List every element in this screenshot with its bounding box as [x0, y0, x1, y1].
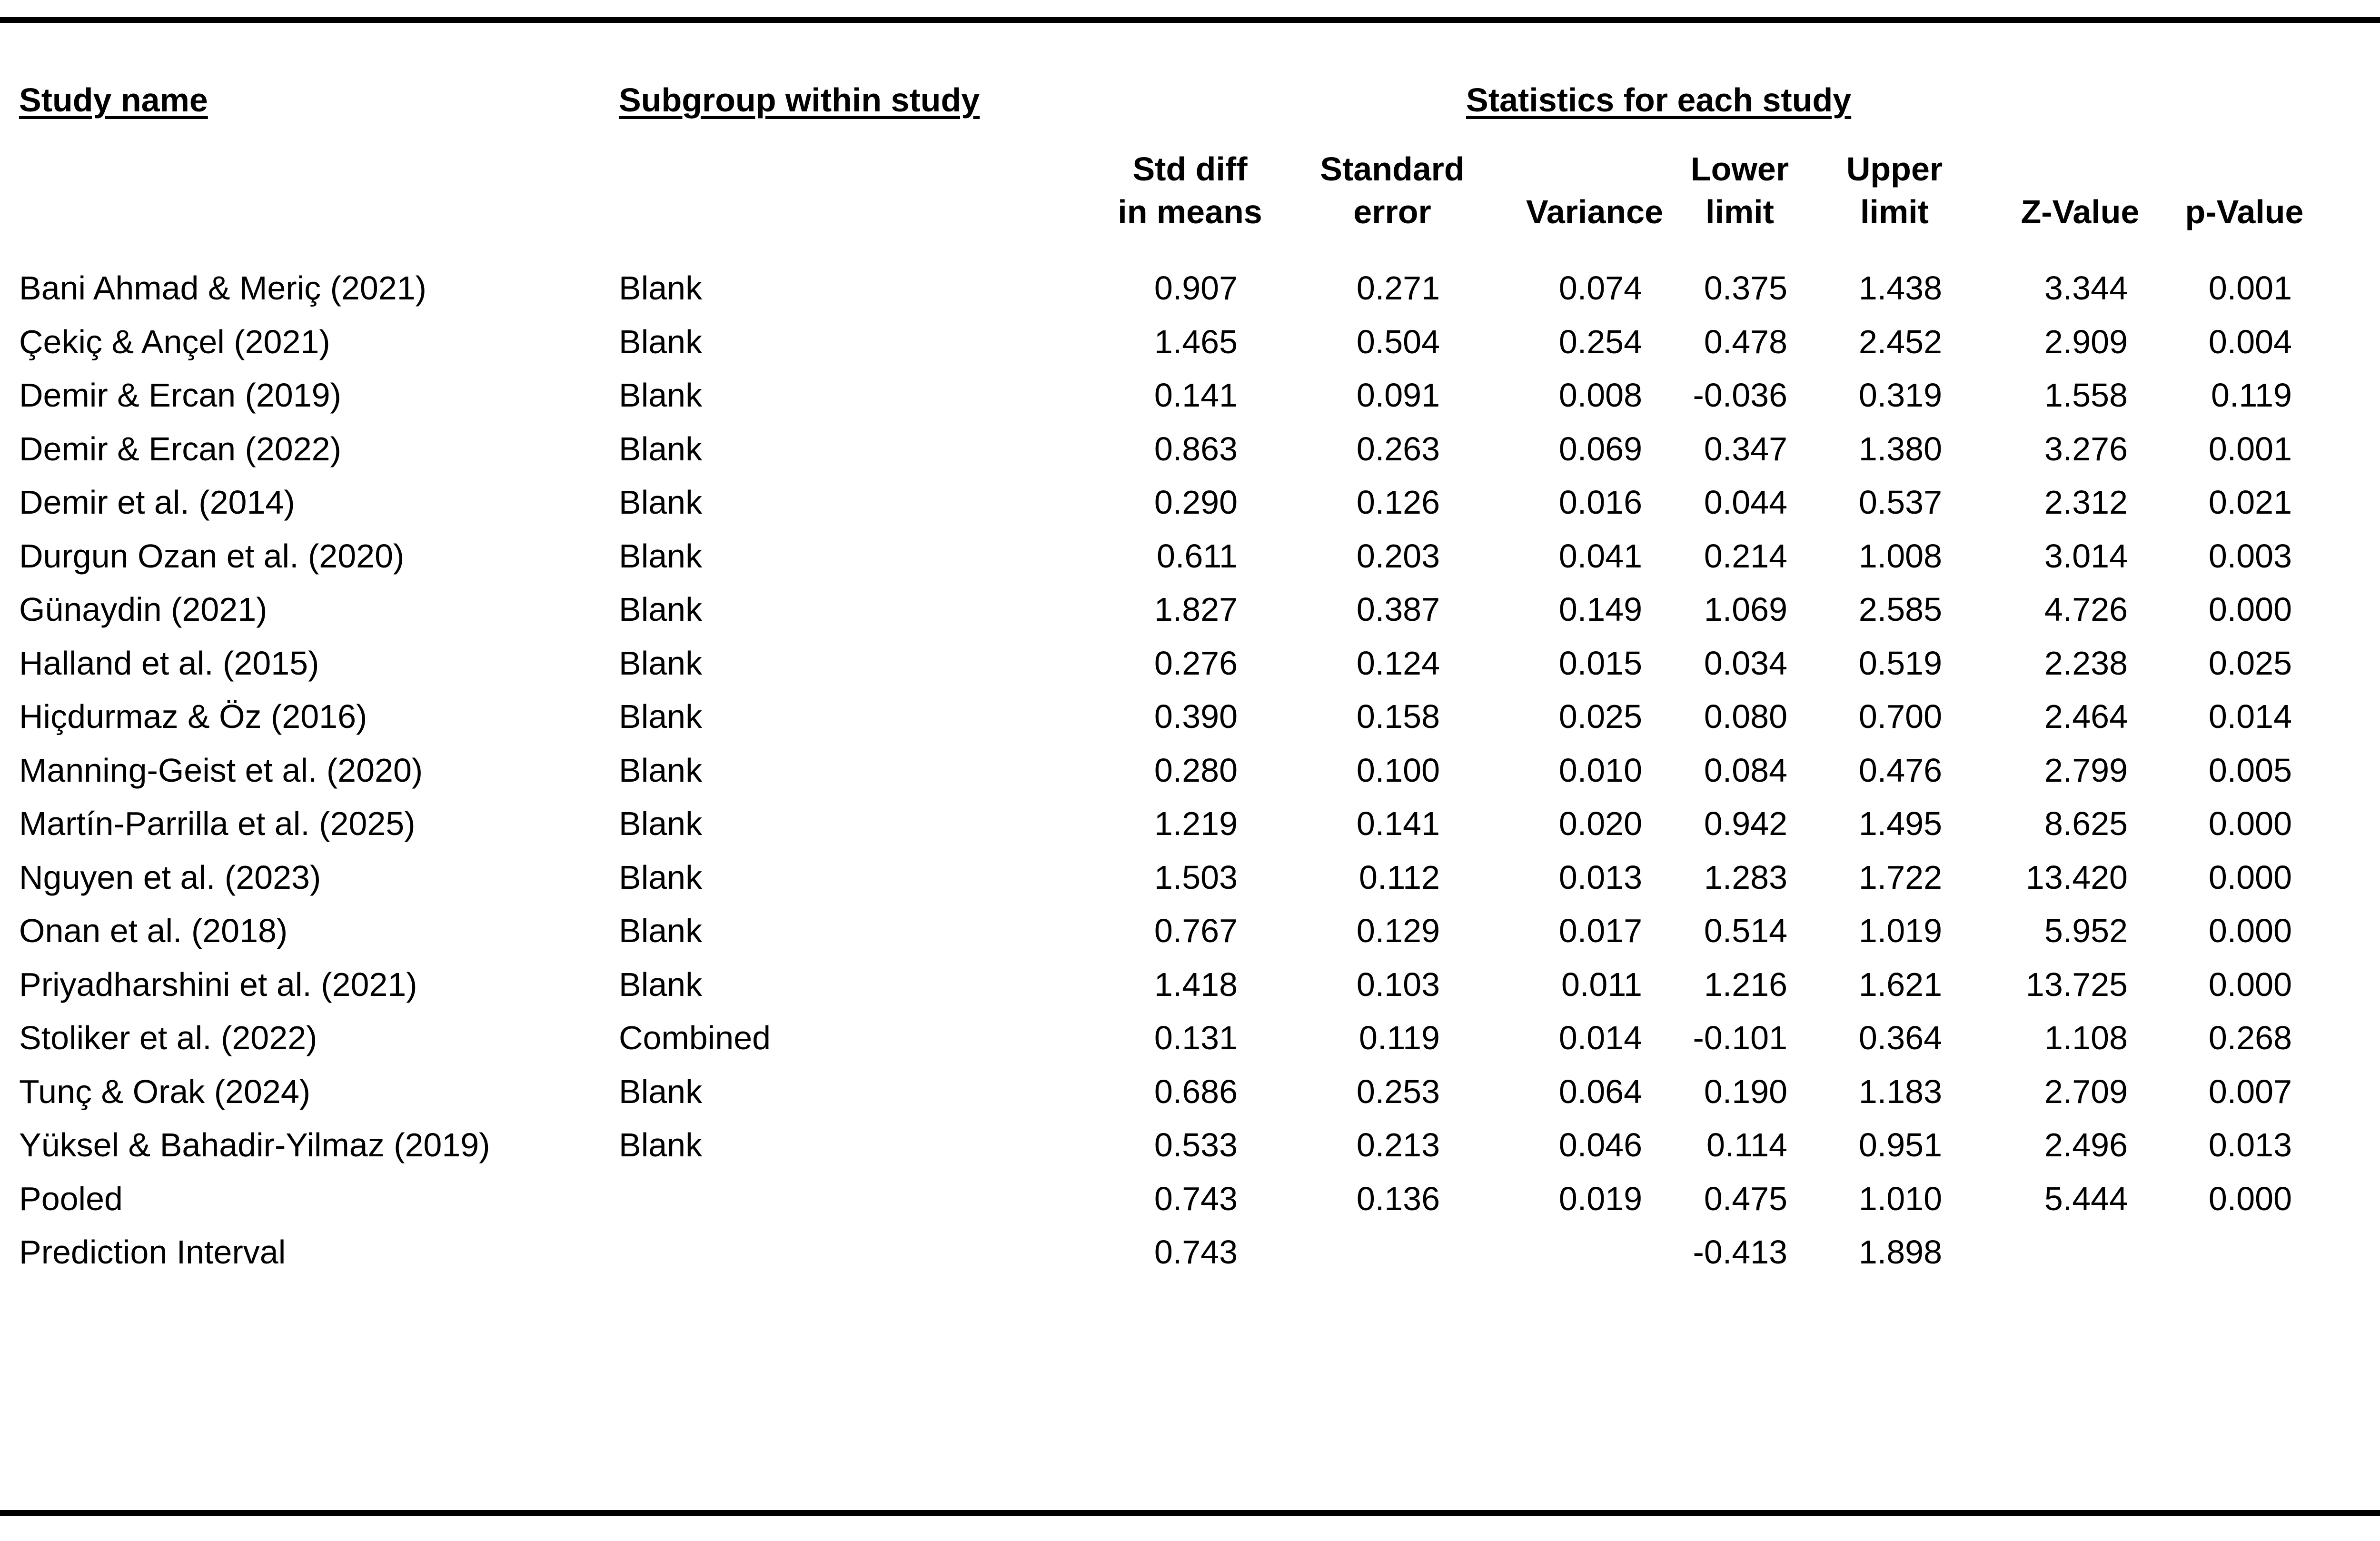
- study-var-value: 0.041: [1558, 537, 1642, 575]
- study-subgroup: Blank: [619, 377, 703, 414]
- study-upper-value: 1.008: [1858, 537, 1942, 575]
- study-var-value: 0.149: [1558, 591, 1642, 628]
- study-subgroup: Blank: [619, 537, 703, 575]
- study-smd-value: 1.503: [1154, 858, 1238, 896]
- header-statistics: Statistics for each study: [1466, 81, 1852, 119]
- pooled-p-value: 0.000: [2208, 1180, 2292, 1217]
- study-p-value: 0.005: [2208, 751, 2292, 789]
- column-header-z-line2: Z-Value: [2021, 193, 2140, 230]
- study-smd-value: 0.390: [1154, 698, 1238, 735]
- study-name: Demir & Ercan (2019): [19, 377, 341, 414]
- study-lower-value: 0.080: [1704, 698, 1787, 735]
- study-name: Tunç & Orak (2024): [19, 1073, 311, 1110]
- study-upper-value: 1.183: [1858, 1073, 1942, 1110]
- study-subgroup: Blank: [619, 858, 703, 896]
- column-header-upper-line2: limit: [1860, 193, 1929, 230]
- study-upper-value: 1.495: [1858, 805, 1942, 842]
- study-p-value: 0.268: [2208, 1019, 2292, 1056]
- study-p-value: 0.021: [2208, 484, 2292, 521]
- study-se-value: 0.203: [1356, 537, 1440, 575]
- pooled-var-value: 0.019: [1558, 1180, 1642, 1217]
- column-header-lower-line2: limit: [1706, 193, 1774, 230]
- study-smd-value: 1.827: [1154, 591, 1238, 628]
- study-z-value: 1.558: [2044, 377, 2128, 414]
- study-z-value: 3.276: [2044, 430, 2128, 467]
- study-lower-value: -0.101: [1693, 1019, 1787, 1056]
- study-se-value: 0.387: [1356, 591, 1440, 628]
- study-se-value: 0.253: [1356, 1073, 1440, 1110]
- study-upper-value: 1.380: [1858, 430, 1942, 467]
- column-header-upper-line1: Upper: [1846, 150, 1943, 188]
- study-se-value: 0.103: [1356, 965, 1440, 1003]
- study-z-value: 2.709: [2044, 1073, 2128, 1110]
- study-name: Demir & Ercan (2022): [19, 430, 341, 467]
- study-upper-value: 2.585: [1858, 591, 1942, 628]
- study-var-value: 0.025: [1558, 698, 1642, 735]
- study-subgroup: Blank: [619, 805, 703, 842]
- study-name: Onan et al. (2018): [19, 912, 288, 949]
- study-se-value: 0.091: [1356, 377, 1440, 414]
- study-se-value: 0.158: [1356, 698, 1440, 735]
- study-se-value: 0.100: [1356, 751, 1440, 789]
- study-smd-value: 0.686: [1154, 1073, 1238, 1110]
- study-var-value: 0.014: [1558, 1019, 1642, 1056]
- study-subgroup: Blank: [619, 912, 703, 949]
- study-var-value: 0.074: [1558, 269, 1642, 307]
- study-p-value: 0.000: [2208, 858, 2292, 896]
- study-z-value: 2.799: [2044, 751, 2128, 789]
- study-name: Nguyen et al. (2023): [19, 858, 321, 896]
- study-upper-value: 0.700: [1858, 698, 1942, 735]
- study-se-value: 0.213: [1356, 1126, 1440, 1163]
- study-p-value: 0.004: [2208, 323, 2292, 360]
- study-se-value: 0.504: [1356, 323, 1440, 360]
- study-z-value: 1.108: [2044, 1019, 2128, 1056]
- study-lower-value: 0.942: [1704, 805, 1787, 842]
- column-header-se-line1: Standard: [1320, 150, 1465, 188]
- study-subgroup: Blank: [619, 323, 703, 360]
- header-study-name: Study name: [19, 81, 208, 119]
- study-lower-value: 0.044: [1704, 484, 1787, 521]
- study-p-value: 0.025: [2208, 644, 2292, 682]
- study-se-value: 0.141: [1356, 805, 1440, 842]
- study-z-value: 2.238: [2044, 644, 2128, 682]
- study-upper-value: 0.951: [1858, 1126, 1942, 1163]
- study-var-value: 0.011: [1561, 965, 1642, 1003]
- study-upper-value: 1.019: [1858, 912, 1942, 949]
- pooled-label: Pooled: [19, 1180, 123, 1217]
- study-z-value: 8.625: [2044, 805, 2128, 842]
- study-lower-value: 1.069: [1704, 591, 1787, 628]
- study-name: Bani Ahmad & Meriç (2021): [19, 269, 426, 307]
- study-lower-value: 1.216: [1704, 965, 1787, 1003]
- study-lower-value: -0.036: [1693, 377, 1787, 414]
- study-p-value: 0.007: [2208, 1073, 2292, 1110]
- study-name: Priyadharshini et al. (2021): [19, 965, 417, 1003]
- study-upper-value: 2.452: [1858, 323, 1942, 360]
- column-header-lower-line1: Lower: [1690, 150, 1789, 188]
- study-p-value: 0.000: [2208, 965, 2292, 1003]
- study-z-value: 5.952: [2044, 912, 2128, 949]
- study-smd-value: 0.533: [1154, 1126, 1238, 1163]
- study-smd-value: 1.465: [1154, 323, 1238, 360]
- study-smd-value: 0.611: [1157, 537, 1238, 575]
- study-z-value: 2.312: [2044, 484, 2128, 521]
- study-smd-value: 0.907: [1154, 269, 1238, 307]
- study-upper-value: 0.519: [1858, 644, 1942, 682]
- study-upper-value: 0.476: [1858, 751, 1942, 789]
- header-subgroup: Subgroup within study: [619, 81, 980, 119]
- study-se-value: 0.271: [1356, 269, 1440, 307]
- study-se-value: 0.129: [1356, 912, 1440, 949]
- study-smd-value: 0.767: [1154, 912, 1238, 949]
- study-se-value: 0.124: [1356, 644, 1440, 682]
- study-subgroup: Blank: [619, 430, 703, 467]
- study-var-value: 0.020: [1558, 805, 1642, 842]
- study-p-value: 0.000: [2208, 912, 2292, 949]
- study-smd-value: 0.280: [1154, 751, 1238, 789]
- column-header-se-line2: error: [1353, 193, 1431, 230]
- study-upper-value: 1.722: [1858, 858, 1942, 896]
- study-se-value: 0.126: [1356, 484, 1440, 521]
- study-var-value: 0.016: [1558, 484, 1642, 521]
- study-lower-value: 0.034: [1704, 644, 1787, 682]
- column-header-p-line2: p-Value: [2185, 193, 2304, 230]
- prediction-interval-upper-value: 1.898: [1858, 1233, 1942, 1271]
- study-smd-value: 1.418: [1154, 965, 1238, 1003]
- pooled-smd-value: 0.743: [1154, 1180, 1238, 1217]
- study-subgroup: Combined: [619, 1019, 771, 1056]
- study-z-value: 2.496: [2044, 1126, 2128, 1163]
- study-p-value: 0.003: [2208, 537, 2292, 575]
- study-var-value: 0.254: [1558, 323, 1642, 360]
- study-var-value: 0.069: [1558, 430, 1642, 467]
- study-upper-value: 0.364: [1858, 1019, 1942, 1056]
- study-subgroup: Blank: [619, 591, 703, 628]
- study-smd-value: 0.141: [1154, 377, 1238, 414]
- column-header-var-line2: Variance: [1526, 193, 1663, 230]
- study-p-value: 0.000: [2208, 805, 2292, 842]
- study-subgroup: Blank: [619, 269, 703, 307]
- pooled-upper-value: 1.010: [1858, 1180, 1942, 1217]
- study-var-value: 0.013: [1558, 858, 1642, 896]
- study-var-value: 0.046: [1558, 1126, 1642, 1163]
- study-smd-value: 1.219: [1154, 805, 1238, 842]
- study-lower-value: 0.478: [1704, 323, 1787, 360]
- study-p-value: 0.119: [2211, 377, 2292, 414]
- study-subgroup: Blank: [619, 751, 703, 789]
- study-upper-value: 1.621: [1858, 965, 1942, 1003]
- study-lower-value: 0.190: [1704, 1073, 1787, 1110]
- study-var-value: 0.010: [1558, 751, 1642, 789]
- pooled-lower-value: 0.475: [1704, 1180, 1787, 1217]
- prediction-interval-label: Prediction Interval: [19, 1233, 286, 1271]
- study-lower-value: 0.084: [1704, 751, 1787, 789]
- study-name: Günaydin (2021): [19, 591, 268, 628]
- study-lower-value: 0.514: [1704, 912, 1787, 949]
- pooled-se-value: 0.136: [1356, 1180, 1440, 1217]
- study-p-value: 0.001: [2208, 430, 2292, 467]
- study-z-value: 2.464: [2044, 698, 2128, 735]
- study-lower-value: 0.114: [1706, 1126, 1787, 1163]
- study-name: Demir et al. (2014): [19, 484, 295, 521]
- study-var-value: 0.015: [1558, 644, 1642, 682]
- study-name: Hiçdurmaz & Öz (2016): [19, 698, 367, 735]
- column-header-smd-line1: Std diff: [1132, 150, 1248, 188]
- prediction-interval-lower-value: -0.413: [1693, 1233, 1787, 1271]
- study-var-value: 0.064: [1558, 1073, 1642, 1110]
- study-se-value: 0.112: [1359, 858, 1440, 896]
- pooled-z-value: 5.444: [2044, 1180, 2128, 1217]
- study-z-value: 2.909: [2044, 323, 2128, 360]
- study-var-value: 0.017: [1558, 912, 1642, 949]
- study-name: Çekiç & Ançel (2021): [19, 323, 330, 360]
- study-upper-value: 1.438: [1858, 269, 1942, 307]
- study-subgroup: Blank: [619, 1073, 703, 1110]
- study-subgroup: Blank: [619, 484, 703, 521]
- study-lower-value: 1.283: [1704, 858, 1787, 896]
- study-lower-value: 0.347: [1704, 430, 1787, 467]
- column-header-smd-line2: in means: [1118, 193, 1262, 230]
- study-name: Martín-Parrilla et al. (2025): [19, 805, 416, 842]
- study-p-value: 0.013: [2208, 1126, 2292, 1163]
- study-subgroup: Blank: [619, 1126, 703, 1163]
- study-name: Stoliker et al. (2022): [19, 1019, 317, 1056]
- study-se-value: 0.119: [1359, 1019, 1440, 1056]
- study-z-value: 4.726: [2044, 591, 2128, 628]
- study-name: Yüksel & Bahadir-Yilmaz (2019): [19, 1126, 490, 1163]
- study-upper-value: 0.537: [1858, 484, 1942, 521]
- study-smd-value: 0.131: [1154, 1019, 1238, 1056]
- study-lower-value: 0.375: [1704, 269, 1787, 307]
- study-smd-value: 0.863: [1154, 430, 1238, 467]
- study-z-value: 13.420: [2025, 858, 2128, 896]
- study-name: Manning-Geist et al. (2020): [19, 751, 423, 789]
- study-p-value: 0.001: [2208, 269, 2292, 307]
- study-subgroup: Blank: [619, 644, 703, 682]
- study-p-value: 0.000: [2208, 591, 2292, 628]
- study-subgroup: Blank: [619, 698, 703, 735]
- study-lower-value: 0.214: [1704, 537, 1787, 575]
- study-p-value: 0.014: [2208, 698, 2292, 735]
- study-smd-value: 0.290: [1154, 484, 1238, 521]
- study-se-value: 0.263: [1356, 430, 1440, 467]
- prediction-interval-smd-value: 0.743: [1154, 1233, 1238, 1271]
- study-z-value: 13.725: [2025, 965, 2128, 1003]
- study-subgroup: Blank: [619, 965, 703, 1003]
- study-name: Durgun Ozan et al. (2020): [19, 537, 405, 575]
- study-var-value: 0.008: [1558, 377, 1642, 414]
- study-z-value: 3.344: [2044, 269, 2128, 307]
- study-z-value: 3.014: [2044, 537, 2128, 575]
- study-name: Halland et al. (2015): [19, 644, 319, 682]
- study-smd-value: 0.276: [1154, 644, 1238, 682]
- study-upper-value: 0.319: [1858, 377, 1942, 414]
